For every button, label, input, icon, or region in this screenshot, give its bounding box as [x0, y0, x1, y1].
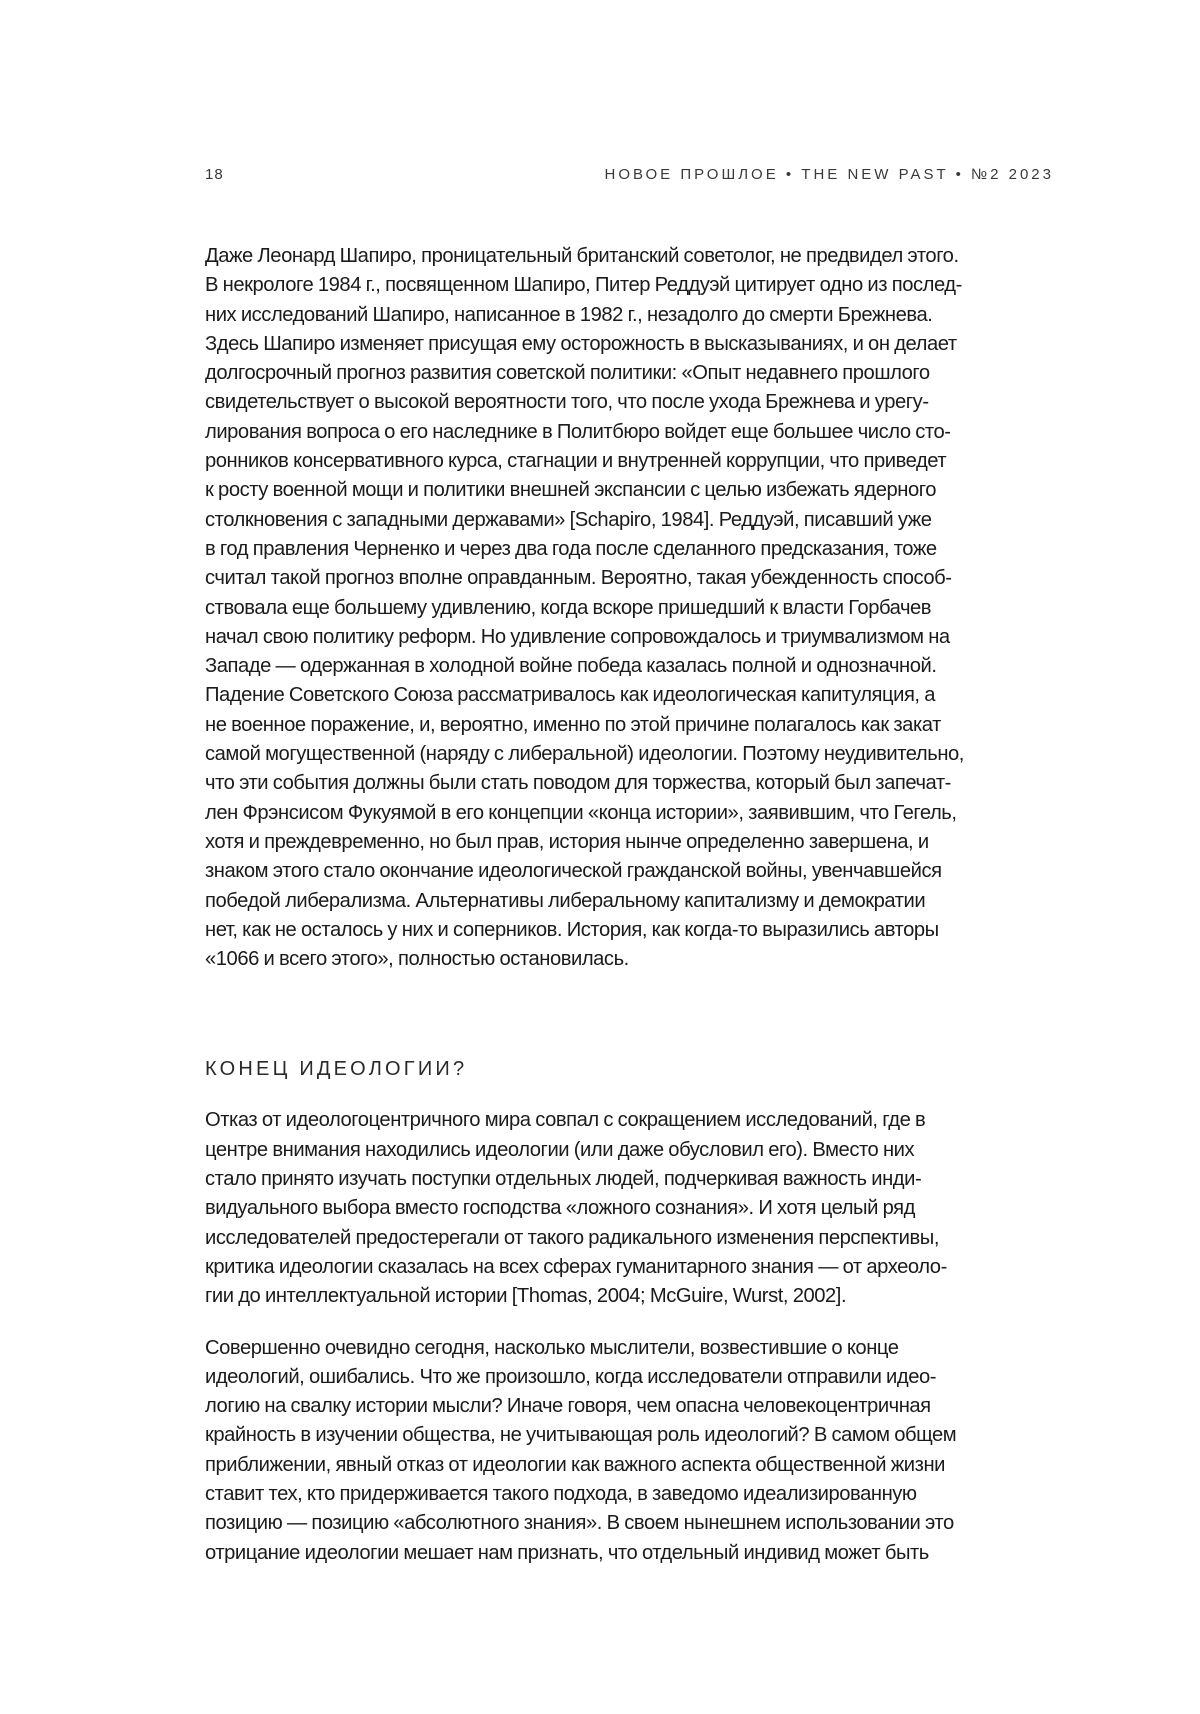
text-line: стало принято изучать поступки отдельных людей, подчеркивая важность инди- [205, 1165, 1075, 1194]
text-line: приближении, явный отказ от идеологии как важного аспекта общественной жизни [205, 1451, 1075, 1480]
text-line: лен Фрэнсисом Фукуямой в его концепции «конца истории», заявившим, что Гегель, [205, 799, 1075, 828]
text-line: долгосрочный прогноз развития советской политики: «Опыт недавнего прошлого [205, 359, 1075, 388]
text-line: не военное поражение, и, вероятно, именно по этой причине полагалось как закат [205, 711, 1075, 740]
page-header [205, 166, 1054, 188]
paragraph [205, 1106, 1075, 1311]
text-line: идеологий, ошибались. Что же произошло, когда исследователи отправили идео- [205, 1363, 1075, 1392]
text-line: логию на свалку истории мысли? Иначе говоря, чем опасна человекоцентричная [205, 1392, 1075, 1421]
text-line: ставит тех, кто придерживается такого подхода, в заведомо идеализированную [205, 1480, 1075, 1509]
text-line: Совершенно очевидно сегодня, насколько мыслители, возвестившие о конце [205, 1334, 1075, 1363]
text-line: свидетельствует о высокой вероятности того, что после ухода Брежнева и урегу- [205, 388, 1075, 417]
text-line: исследователей предостерегали от такого радикального изменения перспективы, [205, 1224, 1075, 1253]
text-line: лирования вопроса о его наследнике в Политбюро войдет еще большее число сто- [205, 418, 1075, 447]
text-line: видуального выбора вместо господства «ложного сознания». И хотя целый ряд [205, 1194, 1075, 1223]
running-head: НОВОЕ ПРОШЛОЕ • THE NEW PAST • №2 2023 [604, 166, 1054, 183]
text-line: Западе — одержанная в холодной войне победа казалась полной и однозначной. [205, 652, 1075, 681]
text-line: к росту военной мощи и политики внешней экспансии с целью избежать ядерного [205, 476, 1075, 505]
text-line: ствовала еще большему удивлению, когда вскоре пришедший к власти Горбачев [205, 594, 1075, 623]
paragraph [205, 242, 1075, 974]
text-line: самой могущественной (наряду с либеральной) идеологии. Поэтому неудивительно, [205, 740, 1075, 769]
text-line: нет, как не осталось у них и соперников. История, как когда-то выразились авторы [205, 916, 1075, 945]
paragraph [205, 1334, 1075, 1568]
text-line: «1066 и всего этого», полностью остановилась. [205, 945, 1075, 974]
text-line: центре внимания находились идеологии (или даже обусловил его). Вместо них [205, 1136, 1075, 1165]
text-line: них исследований Шапиро, написанное в 1982 г., незадолго до смерти Брежнева. [205, 301, 1075, 330]
text-line: победой либерализма. Альтернативы либеральному капитализму и демократии [205, 887, 1075, 916]
section-heading: КОНЕЦ ИДЕОЛОГИИ? [205, 1054, 1075, 1084]
text-line: хотя и преждевременно, но был прав, история нынче определенно завершена, и [205, 828, 1075, 857]
text-line: Даже Леонард Шапиро, проницательный британский советолог, не предвидел этого. [205, 242, 1075, 271]
text-line: Отказ от идеологоцентричного мира совпал с сокращением исследований, где в [205, 1106, 1075, 1135]
text-line: крайность в изучении общества, не учитывающая роль идеологий? В самом общем [205, 1421, 1075, 1450]
text-line: отрицание идеологии мешает нам признать, что отдельный индивид может быть [205, 1539, 1075, 1568]
text-line: В некрологе 1984 г., посвященном Шапиро, Питер Реддуэй цитирует одно из послед- [205, 271, 1075, 300]
page-number: 18 [205, 166, 224, 183]
text-line: знаком этого стало окончание идеологической гражданской войны, увенчавшейся [205, 857, 1075, 886]
text-line: что эти события должны были стать поводом для торжества, который был запечат- [205, 769, 1075, 798]
text-line: в год правления Черненко и через два года после сделанного предсказания, тоже [205, 535, 1075, 564]
text-line: считал такой прогноз вполне оправданным. Вероятно, такая убежденность способ- [205, 564, 1075, 593]
text-line: ронников консервативного курса, стагнации и внутренней коррупции, что приведет [205, 447, 1075, 476]
text-line: гии до интеллектуальной истории [Thomas, 2004; McGuire, Wurst, 2002]. [205, 1282, 1075, 1311]
text-line: Здесь Шапиро изменяет присущая ему осторожность в высказываниях, и он делает [205, 330, 1075, 359]
text-line: позицию — позицию «абсолютного знания». В своем нынешнем использовании это [205, 1509, 1075, 1538]
text-line: начал свою политику реформ. Но удивление сопровождалось и триумвализмом на [205, 623, 1075, 652]
text-line: критика идеологии сказалась на всех сферах гуманитарного знания — от археоло- [205, 1253, 1075, 1282]
text-line: Падение Советского Союза рассматривалось как идеологическая капитуляция, а [205, 681, 1075, 710]
article-body [205, 242, 1075, 1568]
text-line: столкновения с западными державами» [Schapiro, 1984]. Реддуэй, писавший уже [205, 506, 1075, 535]
